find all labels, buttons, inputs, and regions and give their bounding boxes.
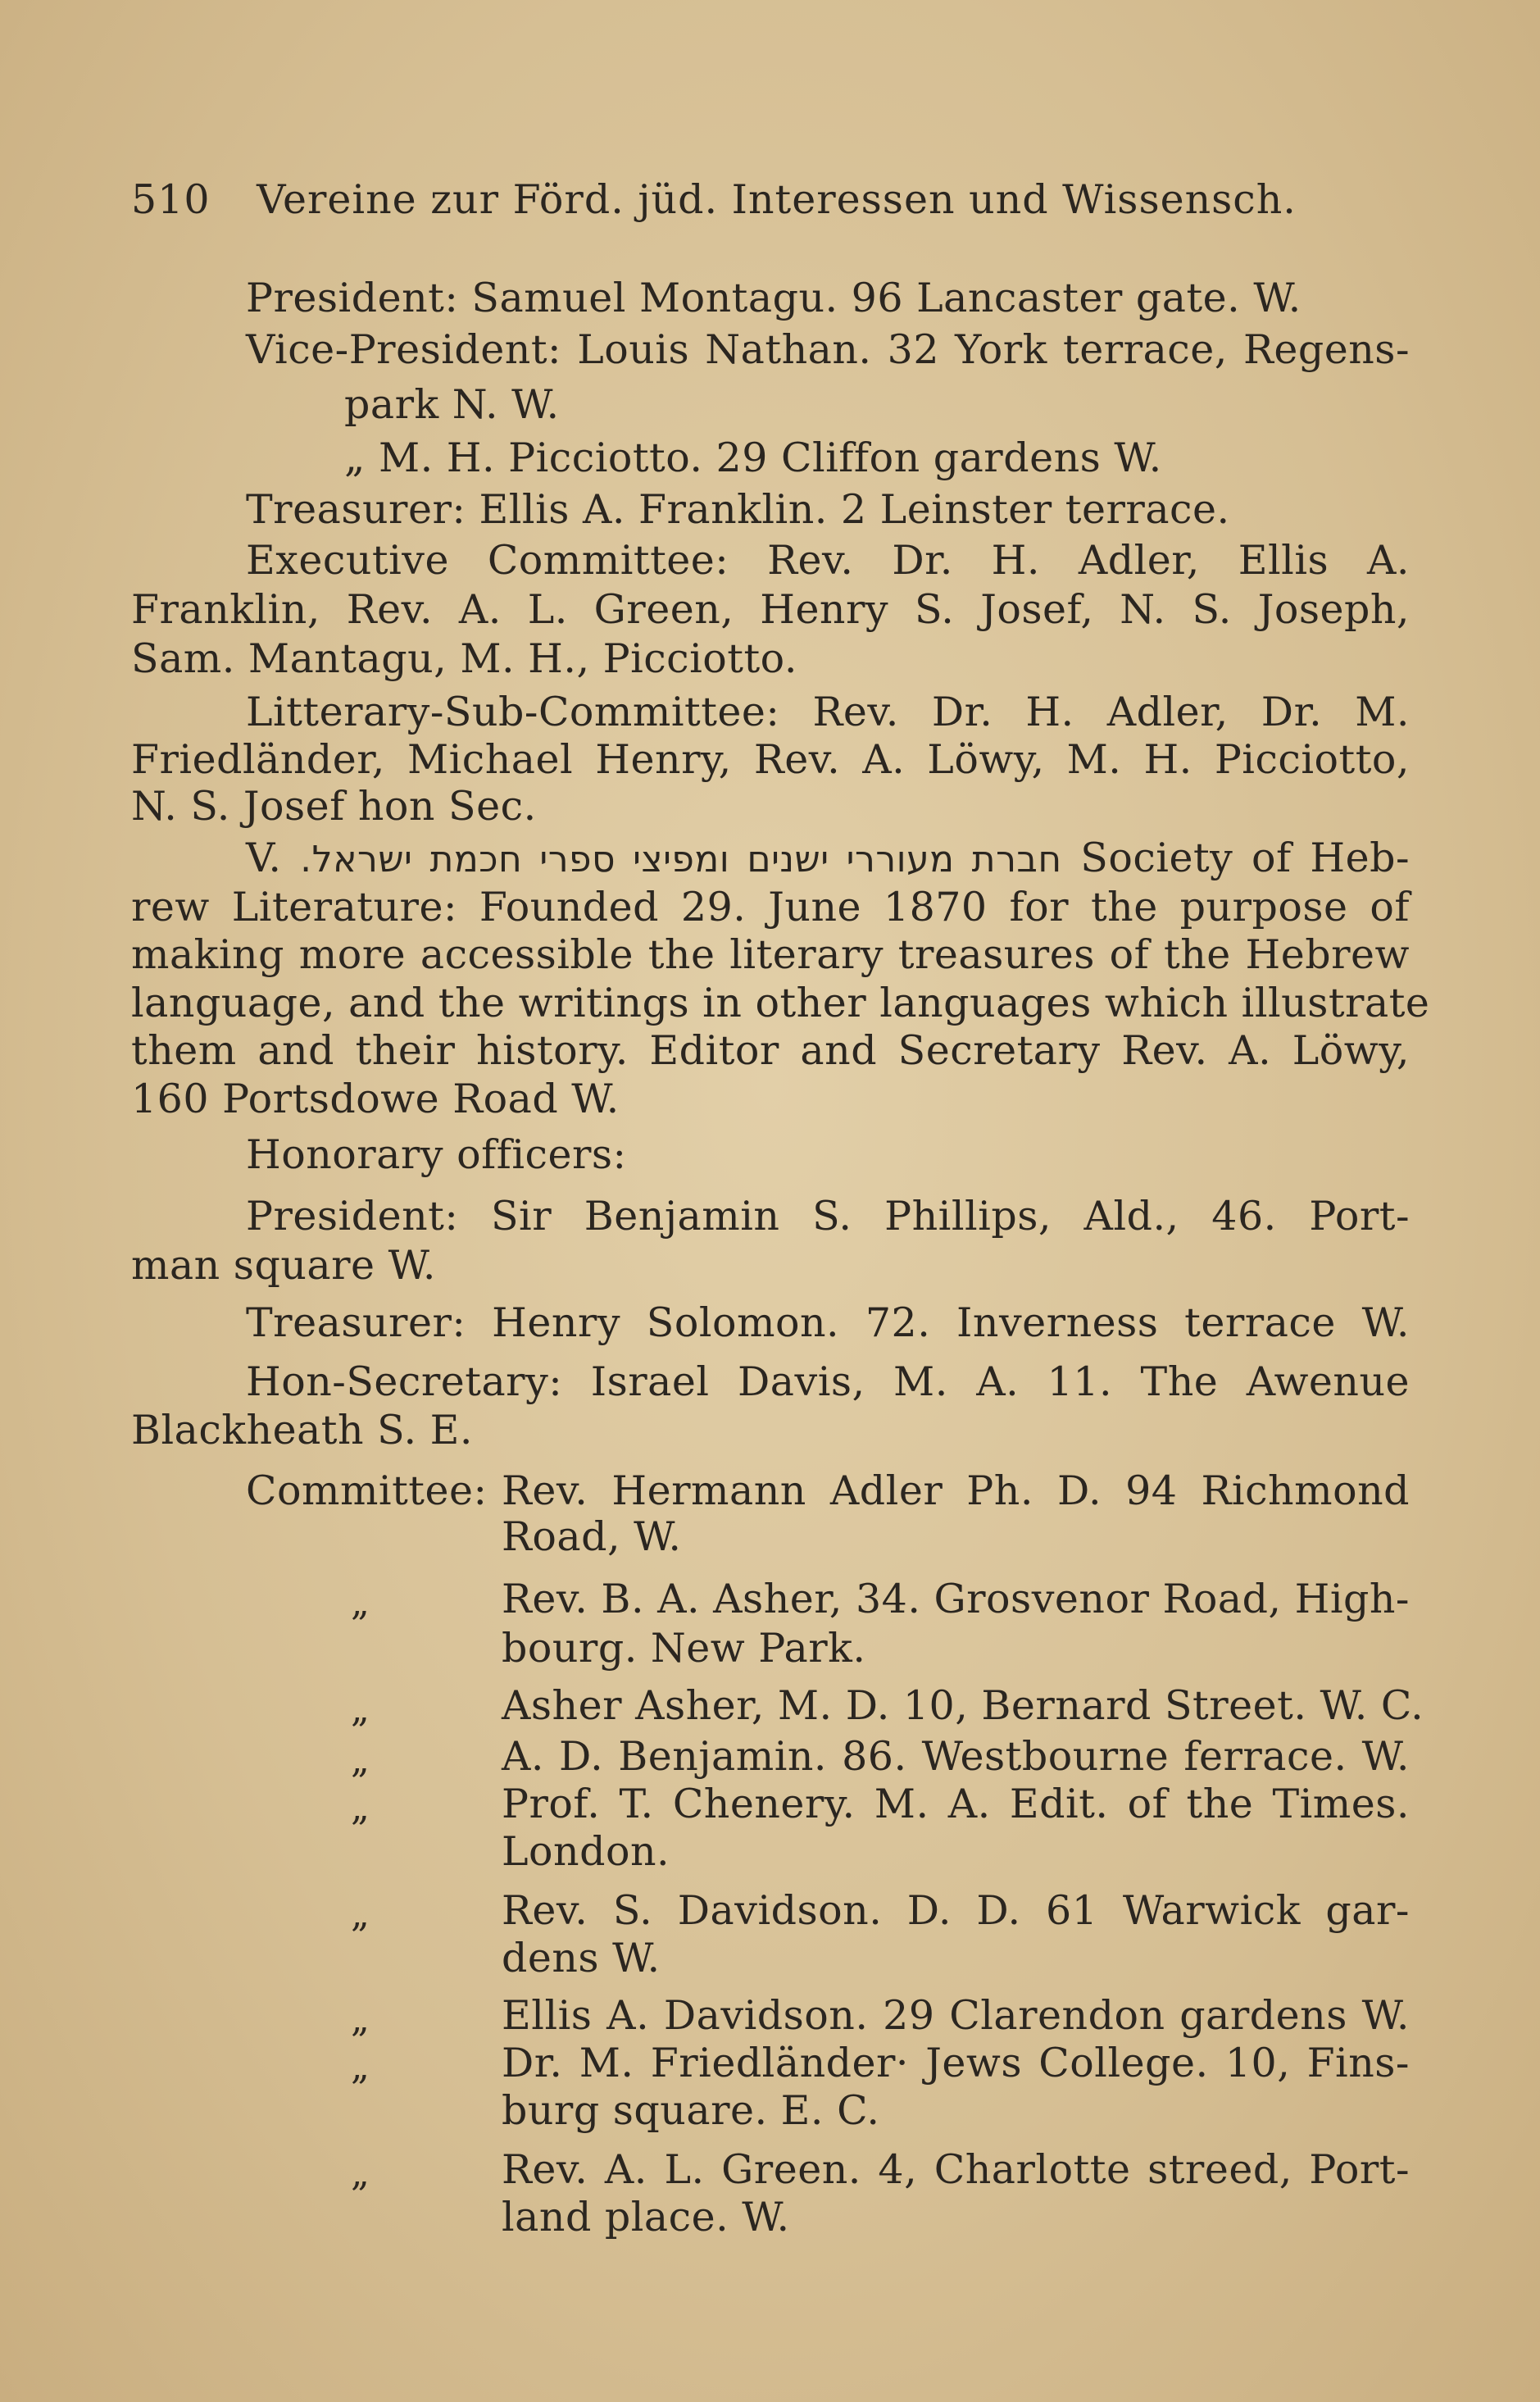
text-line: Treasurer: Henry Solomon. 72. Inverness terrace W. xyxy=(246,1299,1410,1346)
ditto-mark: „ xyxy=(351,1999,370,2040)
text-line: Litterary-Sub-Committee: Rev. Dr. H. Adler, Dr. M. xyxy=(246,689,1410,735)
text-line: Vice-President: Louis Nathan. 32 York terrace, Regens- xyxy=(246,326,1410,373)
text-line: rew Literature: Founded 29. June 1870 for the purpose of xyxy=(131,884,1410,930)
ditto-mark: „ xyxy=(351,2046,370,2088)
committee-member-line: bourg. New Park. xyxy=(502,1625,866,1672)
text-line: language, and the writings in other languages which illustrate xyxy=(131,980,1430,1026)
committee-member-line: dens W. xyxy=(502,1935,661,1981)
text-line: them and their history. Editor and Secretary Rev. A. Löwy, xyxy=(131,1027,1410,1074)
text-line-hebrew xyxy=(246,835,1410,884)
committee-label: Committee: xyxy=(246,1467,488,1514)
text-line: Treasurer: Ellis A. Franklin. 2 Leinster terrace. xyxy=(246,486,1230,533)
text-line: man square W. xyxy=(131,1242,436,1289)
text-line: President: Samuel Montagu. 96 Lancaster gate. W. xyxy=(246,275,1302,321)
ditto-mark: „ xyxy=(351,1582,370,1624)
committee-member-line: A. D. Benjamin. 86. Westbourne ferrace. W. xyxy=(502,1733,1410,1780)
committee-member-line: London. xyxy=(502,1828,670,1875)
text-line: 160 Portsdowe Road W. xyxy=(131,1076,620,1122)
committee-member-line: land place. W. xyxy=(502,2194,790,2241)
page-number: 510 xyxy=(131,176,211,223)
section-heading: Honorary officers: xyxy=(246,1131,627,1178)
running-title: Vereine zur Förd. jüd. Interessen und Wissensch. xyxy=(257,176,1297,223)
running-header xyxy=(131,176,1297,223)
text-line: making more accessible the literary treasures of the Hebrew xyxy=(131,931,1410,978)
text-line: Hon-Secretary: Israel Davis, M. A. 11. The Awenue xyxy=(246,1358,1410,1405)
text-line: Blackheath S. E. xyxy=(131,1407,473,1453)
ditto-mark: „ xyxy=(351,1740,370,1781)
committee-member-line: Road, W. xyxy=(502,1513,682,1560)
committee-member-line: Rev. Hermann Adler Ph. D. 94 Richmond xyxy=(502,1467,1410,1514)
text-line: „ M. H. Picciotto. 29 Cliffon gardens W. xyxy=(344,434,1162,481)
ditto-mark: „ xyxy=(351,1787,370,1829)
ditto-mark: „ xyxy=(351,1894,370,1936)
text-line: park N. W. xyxy=(344,381,560,428)
entry-number: V. xyxy=(246,835,282,881)
text-fragment: Society of Heb- xyxy=(1080,835,1411,881)
ditto-mark: „ xyxy=(351,1689,370,1731)
text-line: N. S. Josef hon Sec. xyxy=(131,783,537,830)
hebrew-society-name: חברת מעוררי ישנים ומפיצי ספרי חכמת ישראל. xyxy=(300,839,1062,880)
committee-member-line: Rev. B. A. Asher, 34. Grosvenor Road, High- xyxy=(502,1576,1410,1622)
committee-member-line: Prof. T. Chenery. M. A. Edit. of the Times. xyxy=(502,1781,1410,1827)
committee-member-line: Asher Asher, M. D. 10, Bernard Street. W. C. xyxy=(502,1682,1424,1729)
text-line: Sam. Mantagu, M. H., Picciotto. xyxy=(131,635,797,682)
committee-member-line: Rev. S. Davidson. D. D. 61 Warwick gar- xyxy=(502,1887,1410,1934)
committee-member-line: Dr. M. Friedländer· Jews College. 10, Fins- xyxy=(502,2040,1410,2086)
committee-member-line: Rev. A. L. Green. 4, Charlotte streed, Port- xyxy=(502,2146,1410,2193)
text-line: Executive Committee: Rev. Dr. H. Adler, Ellis A. xyxy=(246,537,1410,584)
text-line: Franklin, Rev. A. L. Green, Henry S. Josef, N. S. Joseph, xyxy=(131,586,1410,633)
committee-member-line: burg square. E. C. xyxy=(502,2087,880,2134)
committee-member-line: Ellis A. Davidson. 29 Clarendon gardens W. xyxy=(502,1992,1410,2039)
text-line: Friedländer, Michael Henry, Rev. A. Löwy, M. H. Picciotto, xyxy=(131,736,1410,783)
text-line: President: Sir Benjamin S. Phillips, Ald., 46. Port- xyxy=(246,1193,1410,1240)
ditto-mark: „ xyxy=(351,2153,370,2195)
